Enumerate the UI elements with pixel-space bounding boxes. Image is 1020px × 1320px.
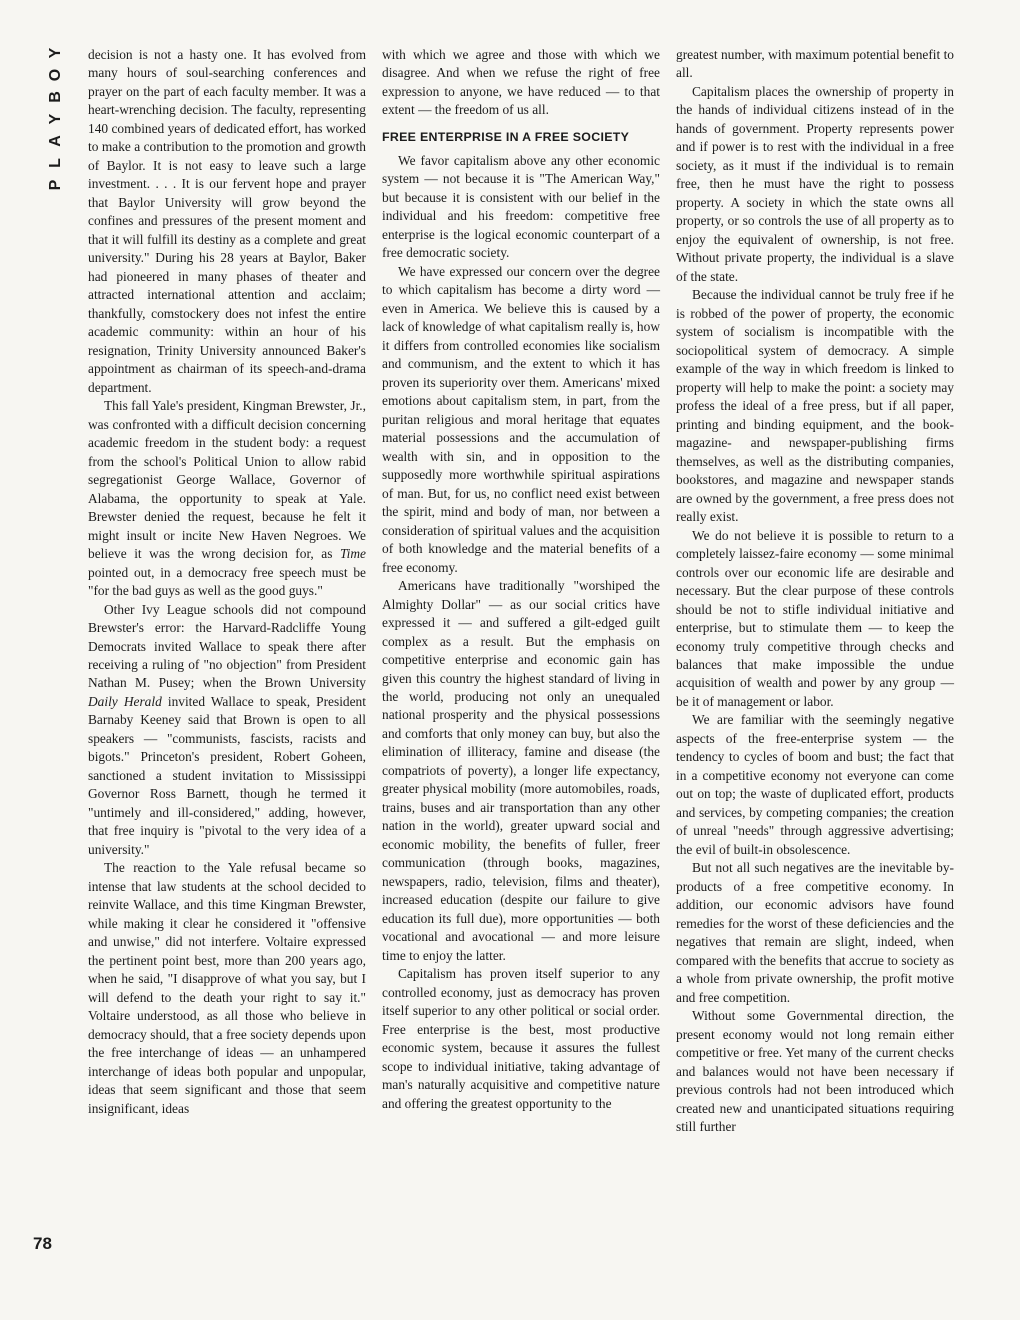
paragraph: We are familiar with the seemingly negative aspects of the free-enterprise system — the tendency to cycles of boom and bust; the fact that in a competitive economy not everyone can come out on top; the waste of duplicated effort, products and services, by competing companies; the creation of unreal "needs" through aggressive advertising; the evil of built-in obsolescence.: [676, 712, 954, 857]
paragraph: This fall Yale's president, Kingman Brewster, Jr., was confronted with a difficult decision concerning academic freedom in the student body: a request from the school's Political Union to allow rabid segregationist George Wallace, Governor of Alabama, the opportunity to speak at Yale. Brewster denied the request, because he felt it might insult or incite New Haven Negroes. We believe it was the wrong decision for, as Time pointed out, in a democracy free speech must be "for the bad guys as well as the good guys.": [88, 398, 366, 599]
magazine-name: [36, 42, 76, 196]
column-3: [676, 46, 954, 1137]
section-heading: FREE ENTERPRISE IN A FREE SOCIETY: [382, 129, 630, 144]
magazine-name-letter: O: [47, 68, 64, 82]
magazine-name-letter: Y: [47, 47, 64, 59]
magazine-name-letter: P: [47, 179, 64, 191]
paragraph: Capitalism has proven itself superior to any controlled economy, just as democracy has proven itself superior to any other political or social order. Free enterprise is the best, most productive economic system, because it assures the fullest scope to individual initiative, taking advantage of man's naturally acquisitive and competitive nature and offering the greatest opportunity to the: [382, 966, 660, 1111]
paragraph: with which we agree and those with which we disagree. And when we refuse the right of free expression to anyone, we have reduced — to that extent — the freedom of us all.: [382, 47, 660, 118]
paragraph: But not all such negatives are the inevitable by-products of a free competitive economy. In addition, our economic advisors have found remedies for the worst of these deficiencies and the negatives that remain are slight, indeed, when compared with the benefits that accrue to society as a whole from private ownership, the profit motive and free competition.: [676, 860, 954, 1005]
magazine-name-letter: L: [47, 158, 64, 168]
paragraph: Capitalism places the ownership of property in the hands of individual citizens instead of in the hands of government. Property represents power and if power is to rest with the individual in a free society, as it must if the individual is to remain free, then he must have the right to possess property. A society in which the state owns all property, or so controls the use of all property as to enjoy the equivalent of ownership, is not free. Without private property, the individual is a slave of the state.: [676, 83, 954, 284]
paragraph: Because the individual cannot be truly free if he is robbed of the power of property, the economic system of socialism is incompatible with the sociopolitical system of democracy. A simple example of the way in which freedom is linked to property will help to make the point: a society may profess the ideal of a free press, but if all paper, printing and binding equipment, and the book-magazine- and newspaper-publishing firms themselves, as well as the distributing companies, bookstores, and magazine and newspaper stands are owned by the government, a free press does not really exist.: [676, 287, 954, 525]
magazine-name-letter: A: [47, 135, 64, 147]
paragraph: The reaction to the Yale refusal became so intense that law students at the school decided to reinvite Wallace, and this time Kingman Brewster, while making it clear he considered it "offensive and unwise," did not interfere. Voltaire expressed the pertinent point best, more than 200 years ago, when he said, "I disapprove of what you say, but I will defend to the death your right to say it." Voltaire understood, as all those who believe in democracy should, that a free society depends upon the free interchange of ideas — an unhampered interchange of ideas both popular and unpopular, ideas that seem significant and those that seem insignificant, ideas: [88, 860, 366, 1116]
column-2: [382, 46, 660, 1113]
paragraph: We favor capitalism above any other economic system — not because it is "The American Way," but because it is consistent with our belief in the individual and his freedom: competitive free enterprise is the logical economic counterpart of a free democratic society.: [382, 152, 660, 261]
publication-title: Daily Herald: [88, 693, 162, 709]
paragraph: Other Ivy League schools did not compound Brewster's error: the Harvard-Radcliffe Young Democrats invited Wallace to speak there after receiving a ruling of "no objection" from President Nathan M. Pusey; when the Brown University Daily Herald invited Wallace to speak, President Barnaby Keeney said that Brown is open to all speakers — "communists, fascists, racists and bigots." Princeton's president, Robert Goheen, sanctioned a student invitation to Mississippi Governor Ross Barnett, though he termed it "untimely and ill-considered," adding, however, that free inquiry is "pivotal to the very idea of a university.": [88, 601, 366, 857]
paragraph: greatest number, with maximum potential benefit to all.: [676, 47, 954, 81]
paragraph: decision is not a hasty one. It has evolved from many hours of soul-searching conferences and prayer on the part of each faculty member. It was a heart-wrenching decision. The faculty, representing 140 combined years of dedicated effort, has worked to make a contribution to the promotion and growth of Baylor. It is not easy to leave such a large investment. . . . It is our fervent hope and prayer that Baylor University will grow beyond the confines and pressures of the present moment and that it will fulfill its destiny as a complete and great university." During his 28 years at Baylor, Baker had pioneered in many phases of theater and attracted international attention and acclaim; thankfully, comstockery does not infest the entire academic community: within an hour of his resignation, Trinity University announced Baker's appointment as chairman of its speech-and-drama department.: [88, 47, 366, 395]
column-1: [88, 46, 366, 1118]
paragraph: We do not believe it is possible to return to a completely laissez-faire economy — some minimal controls over our economic life are desirable and necessary. But the clear purpose of these controls should be not to stifle individual initiative and enterprise, but to stimulate them — to keep the economy truly competitive through checks and balances that make impossible the undue acquisition of wealth and power by any group — be it of management or labor.: [676, 527, 954, 709]
page-number: 78: [33, 1234, 52, 1253]
publication-title: Time: [339, 546, 366, 562]
paragraph: Americans have traditionally "worshiped the Almighty Dollar" — as our social critics have expressed it — and suffered a gilt-edged guilt complex as a result. But the emphasis on competitive enterprise and economic gain has given this country the highest standard of living in the world, producing not only an unequaled national prosperity and the physical possessions and comforts that only money can buy, but also the elimination of illiteracy, famine and disease (the compatriots of poverty), a longer life expectancy, greater physical mobility (more automobiles, roads, trains, buses and air transportation than any other nation in the world), greater upward social and economic mobility, the benefits of fuller, freer communication (through books, magazines, newspapers, radio, television, films and theater), increased education (despite our failure to give education its full due), more opportunities — both vocational and avocational — and more leisure time to enjoy the latter.: [382, 578, 660, 963]
magazine-name-letter: B: [47, 91, 64, 103]
paragraph: We have expressed our concern over the degree to which capitalism has become a dirty word — even in America. We believe this is caused by a lack of knowledge of what capitalism really is, how it differs from controlled economies like socialism and communism, and the extent to which it has proven its superiority over them. Americans' mixed emotions about capitalism stem, in part, from the puritan religious and moral heritage that equates material possessions and the accumulation of wealth with sin, and in opposition to the supposedly more worthwhile spiritual aspirations of man. But, for us, no conflict need exist between the spirit, mind and body of man, nor between a consideration of spiritual values and the acquisition of both knowledge and the material benefits of a free economy.: [382, 263, 660, 575]
magazine-name-letter: Y: [47, 113, 64, 125]
paragraph: Without some Governmental direction, the present economy would not long remain either competitive or free. Yet many of the current checks and balances would not have been necessary if previous controls had not been introduced which created new and unanticipated situations requiring still further: [676, 1008, 954, 1135]
